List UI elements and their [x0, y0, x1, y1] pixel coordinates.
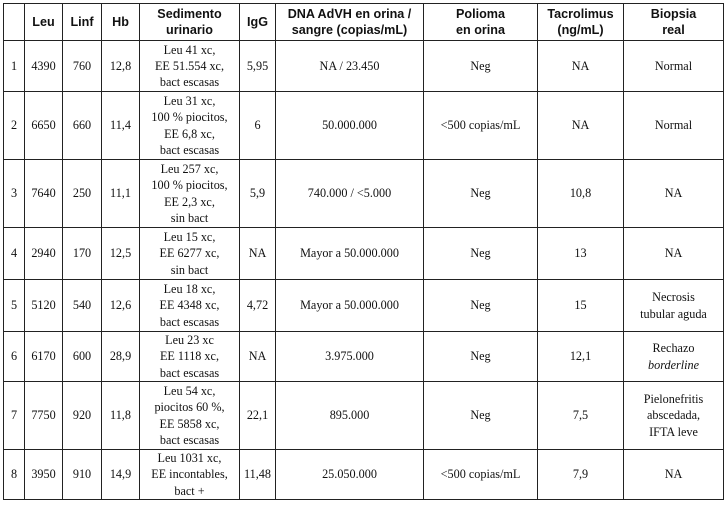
cell-line: EE 1118 xc,: [159, 349, 219, 364]
cell-line: EE 51.554 xc,: [154, 58, 225, 73]
cell-linf: 910: [63, 450, 102, 500]
column-header-label: Linf: [70, 15, 94, 29]
column-header-label: Tacrolimus: [547, 7, 614, 21]
table-row: [4, 41, 724, 92]
table-row: [4, 160, 724, 228]
table-body: [4, 41, 724, 500]
cell-tacrolimus: 10,8: [538, 160, 624, 228]
cell-tacrolimus: 7,5: [538, 382, 624, 450]
cell-line: tubular aguda: [640, 306, 707, 321]
cell-sedimento: [140, 228, 240, 280]
column-header-igg: [240, 4, 276, 41]
cell-line: Leu 31 xc,: [163, 93, 216, 108]
cell-biopsia: [624, 92, 724, 160]
column-header-linf: [63, 4, 102, 41]
header-row: [4, 4, 724, 41]
cell-line: Leu 15 xc,: [163, 230, 216, 245]
cell-sedimento: [140, 382, 240, 450]
cell-line: EE 4348 xc,: [159, 298, 220, 313]
cell-polioma: Neg: [424, 382, 538, 450]
cell-polioma: Neg: [424, 280, 538, 332]
cell-biopsia: [624, 382, 724, 450]
cell-polioma: <500 copias/mL: [424, 92, 538, 160]
cell-hb: 11,1: [102, 160, 140, 228]
cell-num: 3: [4, 160, 25, 228]
cell-igg: NA: [240, 332, 276, 382]
cell-dna: Mayor a 50.000.000: [276, 228, 424, 280]
cell-biopsia: [624, 280, 724, 332]
cell-line: Rechazo: [652, 341, 695, 356]
cell-line: Leu 257 xc,: [160, 161, 219, 176]
cell-biopsia: [624, 332, 724, 382]
cell-tacrolimus: NA: [538, 41, 624, 92]
cell-biopsia: [624, 228, 724, 280]
cell-sedimento: [140, 41, 240, 92]
cell-line: Necrosis: [652, 290, 695, 305]
column-header-label: Polioma: [456, 7, 505, 21]
cell-line: EE 5858 xc,: [159, 416, 220, 431]
cell-polioma: Neg: [424, 228, 538, 280]
cell-line: bact escasas: [159, 75, 220, 90]
cell-sedimento: [140, 332, 240, 382]
cell-hb: 12,6: [102, 280, 140, 332]
cell-dna: 3.975.000: [276, 332, 424, 382]
table-row: [4, 382, 724, 450]
column-header-label: Hb: [112, 15, 129, 29]
cell-dna: 50.000.000: [276, 92, 424, 160]
cell-hb: 28,9: [102, 332, 140, 382]
cell-line: EE incontables,: [151, 467, 228, 482]
cell-sedimento: [140, 92, 240, 160]
cell-polioma: <500 copias/mL: [424, 450, 538, 500]
cell-line: bact escasas: [159, 365, 220, 380]
cell-tacrolimus: 15: [538, 280, 624, 332]
cell-line: Pielonefritis: [643, 392, 704, 407]
cell-biopsia: [624, 160, 724, 228]
cell-line: abscedada,: [646, 408, 701, 423]
cell-line: bact +: [174, 483, 205, 498]
cell-igg: 11,48: [240, 450, 276, 500]
cell-leu: 5120: [25, 280, 63, 332]
cell-leu: 3950: [25, 450, 63, 500]
column-header-biopsia: [624, 4, 724, 41]
cell-dna: 25.050.000: [276, 450, 424, 500]
cell-igg: 5,95: [240, 41, 276, 92]
cell-line: EE 2,3 xc,: [164, 194, 215, 209]
cell-num: 8: [4, 450, 25, 500]
column-header-label: IgG: [247, 15, 268, 29]
cell-line: Leu 1031 xc,: [157, 451, 222, 466]
column-header-label: Leu: [32, 15, 55, 29]
cell-leu: 6170: [25, 332, 63, 382]
cell-hb: 14,9: [102, 450, 140, 500]
cell-linf: 170: [63, 228, 102, 280]
cell-line: borderline: [648, 357, 699, 372]
cell-tacrolimus: 13: [538, 228, 624, 280]
column-header-label: Biopsia: [650, 7, 697, 21]
cell-sedimento: [140, 160, 240, 228]
cell-igg: NA: [240, 228, 276, 280]
cell-igg: 4,72: [240, 280, 276, 332]
cell-line: bact escasas: [159, 142, 220, 157]
cell-dna: Mayor a 50.000.000: [276, 280, 424, 332]
cell-line: Normal: [654, 118, 693, 133]
column-header-dna: [276, 4, 424, 41]
cell-num: 5: [4, 280, 25, 332]
cell-line: 100 % piocitos,: [151, 178, 228, 193]
cell-line: sin bact: [170, 210, 209, 225]
table-row: [4, 332, 724, 382]
cell-linf: 250: [63, 160, 102, 228]
cell-leu: 7750: [25, 382, 63, 450]
column-header-label: Sedimento: [157, 7, 222, 21]
cell-line: Leu 23 xc: [165, 333, 214, 348]
cell-biopsia: [624, 41, 724, 92]
cell-biopsia: [624, 450, 724, 500]
table-row: [4, 92, 724, 160]
cell-line: sin bact: [170, 262, 209, 277]
cell-sedimento: [140, 450, 240, 500]
cell-leu: 4390: [25, 41, 63, 92]
cell-dna: 740.000 / <5.000: [276, 160, 424, 228]
cell-polioma: Neg: [424, 332, 538, 382]
cell-linf: 920: [63, 382, 102, 450]
table-header: [4, 4, 724, 41]
cell-linf: 660: [63, 92, 102, 160]
cell-hb: 11,4: [102, 92, 140, 160]
cell-linf: 760: [63, 41, 102, 92]
column-header-label: urinario: [166, 23, 213, 37]
column-header-polioma: [424, 4, 538, 41]
column-header-leu: [25, 4, 63, 41]
cell-num: 6: [4, 332, 25, 382]
cell-num: 1: [4, 41, 25, 92]
cell-hb: 11,8: [102, 382, 140, 450]
cell-hb: 12,8: [102, 41, 140, 92]
cell-line: NA: [664, 467, 683, 482]
cell-tacrolimus: 7,9: [538, 450, 624, 500]
cell-leu: 6650: [25, 92, 63, 160]
cell-tacrolimus: 12,1: [538, 332, 624, 382]
column-header-tacrolimus: [538, 4, 624, 41]
cell-igg: 6: [240, 92, 276, 160]
column-header-label: DNA AdVH en orina /: [287, 7, 412, 21]
cell-tacrolimus: NA: [538, 92, 624, 160]
cell-line: Leu 54 xc,: [163, 383, 216, 398]
cell-linf: 540: [63, 280, 102, 332]
cell-line: IFTA leve: [649, 424, 698, 439]
column-header-sedimento: [140, 4, 240, 41]
cell-num: 4: [4, 228, 25, 280]
cell-leu: 2940: [25, 228, 63, 280]
column-header-label: en orina: [456, 23, 505, 37]
column-header-label: sangre (copias/mL): [291, 23, 408, 37]
table-row: [4, 228, 724, 280]
cell-line: bact escasas: [159, 314, 220, 329]
lab-results-table: [3, 3, 724, 500]
cell-line: 100 % piocitos,: [151, 110, 228, 125]
cell-polioma: Neg: [424, 160, 538, 228]
table-row: [4, 450, 724, 500]
cell-igg: 22,1: [240, 382, 276, 450]
cell-line: bact escasas: [159, 432, 220, 447]
cell-line: NA: [664, 246, 683, 261]
cell-dna: 895.000: [276, 382, 424, 450]
table-row: [4, 280, 724, 332]
cell-sedimento: [140, 280, 240, 332]
cell-leu: 7640: [25, 160, 63, 228]
cell-line: EE 6,8 xc,: [164, 126, 215, 141]
cell-line: NA: [664, 186, 683, 201]
cell-line: Normal: [654, 58, 693, 73]
cell-hb: 12,5: [102, 228, 140, 280]
cell-line: Leu 18 xc,: [163, 282, 216, 297]
cell-line: Leu 41 xc,: [163, 42, 216, 57]
cell-line: EE 6277 xc,: [159, 246, 220, 261]
cell-igg: 5,9: [240, 160, 276, 228]
column-header-label: real: [662, 23, 685, 37]
column-header-num: [4, 4, 25, 41]
cell-num: 7: [4, 382, 25, 450]
cell-dna: NA / 23.450: [276, 41, 424, 92]
column-header-label: (ng/mL): [557, 23, 604, 37]
cell-num: 2: [4, 92, 25, 160]
column-header-hb: [102, 4, 140, 41]
cell-linf: 600: [63, 332, 102, 382]
cell-line: piocitos 60 %,: [154, 400, 225, 415]
cell-polioma: Neg: [424, 41, 538, 92]
